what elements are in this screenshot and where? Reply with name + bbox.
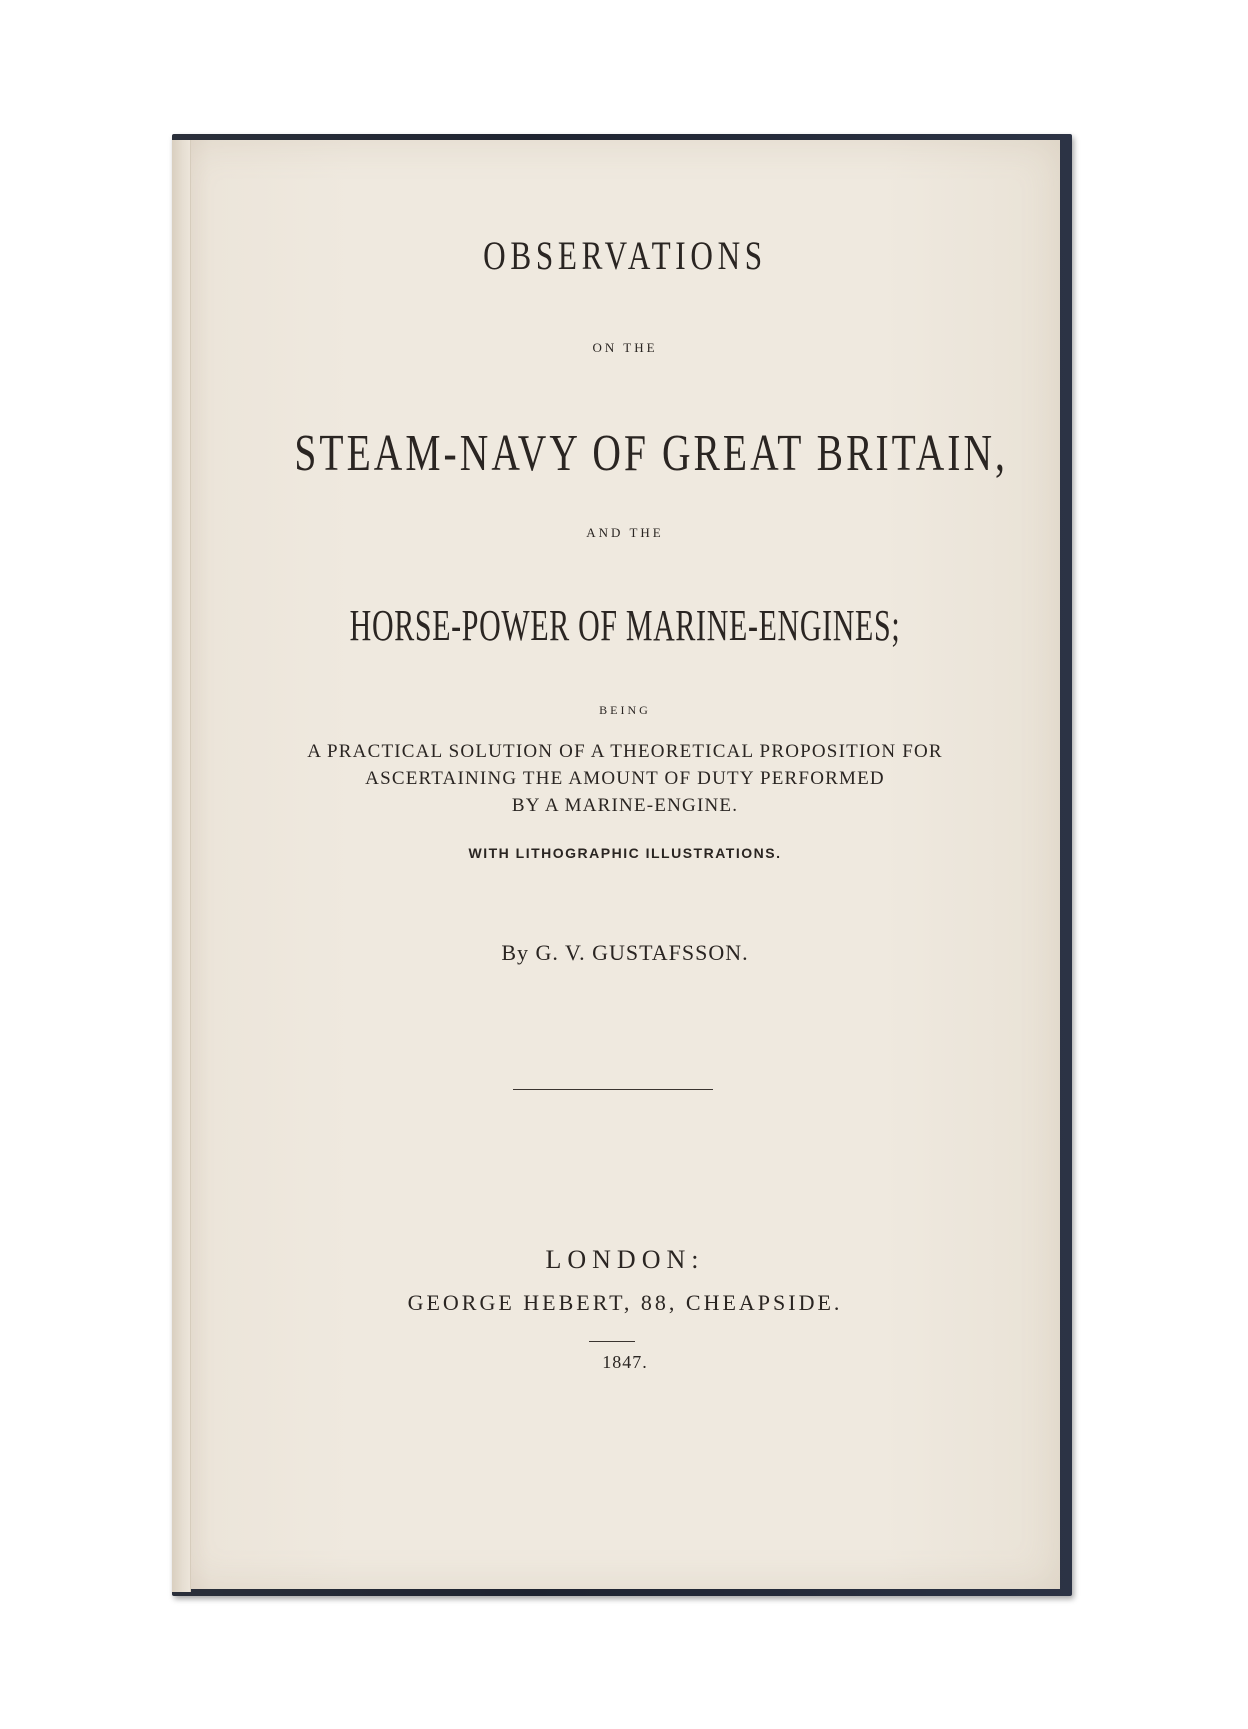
author-line: By G. V. GUSTAFSSON. (501, 940, 749, 965)
imprint-place: LONDON: (545, 1245, 705, 1274)
short-divider-rule (589, 1341, 635, 1342)
subject-title: STEAM-NAVY OF GREAT BRITAIN, (294, 425, 1008, 482)
title-page-text (190, 140, 1060, 1589)
illustrations-note: WITH LITHOGRAPHIC ILLUSTRATIONS. (468, 845, 782, 861)
subject-title-2: HORSE-POWER OF MARINE-ENGINES; (349, 601, 901, 650)
connector-being: BEING (599, 703, 651, 717)
main-title: OBSERVATIONS (483, 233, 767, 278)
description-line: ASCERTAINING THE AMOUNT OF DUTY PERFORMED (365, 768, 885, 789)
connector-and-the: AND THE (586, 525, 664, 540)
page-edge (172, 140, 191, 1592)
description-line: BY A MARINE-ENGINE. (511, 795, 739, 816)
connector-on-the: ON THE (592, 340, 658, 355)
description-line: A PRACTICAL SOLUTION OF A THEORETICAL PROPOSITION FOR (307, 741, 943, 762)
imprint-publisher: GEORGE HEBERT, 88, CHEAPSIDE. (407, 1290, 843, 1315)
divider-rule (513, 1089, 713, 1090)
imprint-year: 1847. (602, 1352, 648, 1372)
